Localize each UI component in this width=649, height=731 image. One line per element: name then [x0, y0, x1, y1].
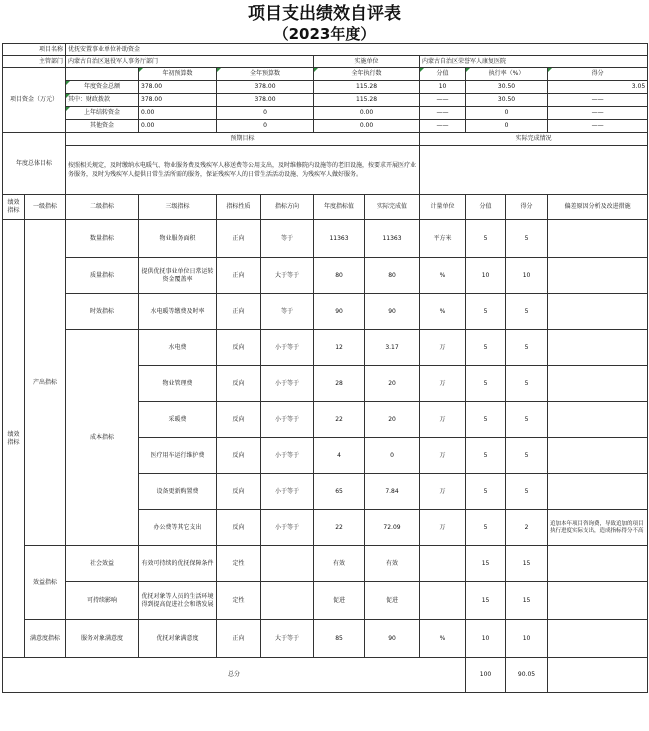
direction-cell	[261, 546, 314, 582]
funds-row-label: 其他资金	[66, 120, 139, 133]
goals-section-label: 年度总体目标	[3, 133, 66, 195]
direction-cell: 小于等于	[261, 402, 314, 438]
nature-cell: 反向	[217, 330, 261, 366]
dept-value: 内蒙古自治区退役军人事务厅部门	[66, 56, 314, 68]
score-cell: 15	[466, 582, 506, 620]
form-title: 项目支出绩效自评表	[248, 4, 401, 24]
impl-value: 内蒙古自治区荣誉军人康复医院	[420, 56, 648, 68]
actual-cell: 有效	[365, 546, 420, 582]
got-cell: 5	[506, 474, 548, 510]
actual-cell: 11363	[365, 220, 420, 258]
level2-label: 成本指标	[66, 330, 139, 546]
level2-label: 数量指标	[66, 220, 139, 258]
note-cell: 追加本年项目咨询费，导致追加的项目执行进度实际支出，造成指标得分不高	[548, 510, 648, 546]
actual-cell: 90	[365, 620, 420, 658]
total-got: 90.05	[506, 658, 548, 693]
funds-cell: 10	[420, 81, 466, 94]
nature-cell: 反向	[217, 438, 261, 474]
performance-table	[2, 43, 648, 693]
score-cell: 5	[466, 474, 506, 510]
got-cell: 5	[506, 438, 548, 474]
funds-header: 全年执行数	[314, 68, 420, 81]
target-cell: 22	[314, 510, 365, 546]
nature-cell: 反向	[217, 510, 261, 546]
score-cell: 5	[466, 402, 506, 438]
level3-label: 提供优抚事业单位日常运转资金覆盖率	[139, 258, 217, 294]
indicator-header: 偏差原因分析及改进措施	[548, 195, 648, 220]
note-cell	[548, 258, 648, 294]
unit-cell: 万	[420, 366, 466, 402]
level3-label: 物业管理费	[139, 366, 217, 402]
funds-cell: 0.00	[314, 107, 420, 120]
score-cell: 15	[466, 546, 506, 582]
funds-header: 全年预算数	[217, 68, 314, 81]
funds-cell: ——	[548, 94, 648, 107]
level3-label: 优抚对象满意度	[139, 620, 217, 658]
score-cell: 5	[466, 294, 506, 330]
actual-cell: 20	[365, 402, 420, 438]
direction-cell: 小于等于	[261, 438, 314, 474]
funds-cell: 0.00	[139, 120, 217, 133]
level1-benefit: 效益指标	[25, 546, 66, 620]
got-cell: 5	[506, 294, 548, 330]
funds-cell: 0	[217, 107, 314, 120]
note-cell	[548, 438, 648, 474]
nature-cell: 反向	[217, 402, 261, 438]
funds-cell: 3.05	[548, 81, 648, 94]
target-cell: 11363	[314, 220, 365, 258]
direction-cell: 小于等于	[261, 510, 314, 546]
dept-label: 主管部门	[3, 56, 66, 68]
funds-cell: ——	[548, 120, 648, 133]
actual-cell: 72.09	[365, 510, 420, 546]
target-cell: 80	[314, 258, 365, 294]
score-cell: 10	[466, 620, 506, 658]
target-cell: 90	[314, 294, 365, 330]
unit-cell: 平方米	[420, 220, 466, 258]
got-cell: 5	[506, 220, 548, 258]
expected-goal-header: 预期目标	[66, 133, 420, 146]
expected-goal-text: 按照相关规定，及时缴纳水电暖气、物业服务费及残疾军人移送费等公用支出，及时维修院内设施等的老旧设施，按要求开展医疗业务服务，及时为残疾军人提供日常生活所需的服务，保证残疾军人的日常生活活动设施、为残疾军人做好服务。	[66, 146, 420, 195]
target-cell: 85	[314, 620, 365, 658]
level2-label: 社会效益	[66, 546, 139, 582]
indicator-header: 实际完成值	[365, 195, 420, 220]
nature-cell: 正向	[217, 620, 261, 658]
funds-cell: 378.00	[217, 81, 314, 94]
score-cell: 5	[466, 510, 506, 546]
funds-cell: 0	[466, 120, 548, 133]
funds-cell: 0	[466, 107, 548, 120]
actual-cell: 促进	[365, 582, 420, 620]
note-cell	[548, 546, 648, 582]
actual-cell: 90	[365, 294, 420, 330]
form-subtitle: （2023年度）	[273, 25, 376, 43]
nature-cell: 反向	[217, 474, 261, 510]
unit-cell: %	[420, 620, 466, 658]
indicator-header: 一级指标	[25, 195, 66, 220]
indicator-header: 指标方向	[261, 195, 314, 220]
funds-cell: 378.00	[217, 94, 314, 107]
indicator-header: 三级指标	[139, 195, 217, 220]
target-cell: 65	[314, 474, 365, 510]
score-cell: 5	[466, 366, 506, 402]
target-cell: 促进	[314, 582, 365, 620]
level3-label: 办公费等其它支出	[139, 510, 217, 546]
note-cell	[548, 330, 648, 366]
funds-row-label: 上年结转资金	[66, 107, 139, 120]
impl-label: 实施单位	[314, 56, 420, 68]
funds-header-blank	[66, 68, 139, 81]
level3-label: 采暖费	[139, 402, 217, 438]
level3-label: 有效可持续的优抚保障条件	[139, 546, 217, 582]
target-cell: 28	[314, 366, 365, 402]
indicator-header: 二级指标	[66, 195, 139, 220]
funds-cell: 115.28	[314, 81, 420, 94]
note-cell	[548, 620, 648, 658]
direction-cell: 小于等于	[261, 366, 314, 402]
nature-cell: 正向	[217, 294, 261, 330]
unit-cell: %	[420, 294, 466, 330]
note-cell	[548, 366, 648, 402]
target-cell: 有效	[314, 546, 365, 582]
funds-header: 分值	[420, 68, 466, 81]
funds-cell: 378.00	[139, 81, 217, 94]
unit-cell: %	[420, 258, 466, 294]
score-cell: 5	[466, 220, 506, 258]
actual-cell: 7.84	[365, 474, 420, 510]
level3-label: 优抚对象等人员的生活环境得到提高促进社会和谐发展	[139, 582, 217, 620]
note-cell	[548, 582, 648, 620]
actual-cell: 3.17	[365, 330, 420, 366]
got-cell: 15	[506, 582, 548, 620]
funds-cell: 0	[217, 120, 314, 133]
direction-cell: 等于	[261, 220, 314, 258]
indicator-header: 年度指标值	[314, 195, 365, 220]
target-cell: 12	[314, 330, 365, 366]
got-cell: 5	[506, 330, 548, 366]
unit-cell	[420, 546, 466, 582]
level0-label: 绩效指标	[3, 220, 25, 658]
indicator-header: 计量单位	[420, 195, 466, 220]
level3-label: 医疗用车运行维护费	[139, 438, 217, 474]
funds-row-label: 其中：财政拨款	[66, 94, 139, 107]
level2-label: 服务对象满意度	[66, 620, 139, 658]
level3-label: 水电费	[139, 330, 217, 366]
nature-cell: 反向	[217, 366, 261, 402]
direction-cell: 等于	[261, 294, 314, 330]
indicator-header: 绩效指标	[3, 195, 25, 220]
actual-status-text	[420, 146, 648, 195]
unit-cell: 万	[420, 402, 466, 438]
level1-satisfaction: 满意度指标	[25, 620, 66, 658]
indicator-header: 得分	[506, 195, 548, 220]
funds-header: 得分	[548, 68, 648, 81]
got-cell: 2	[506, 510, 548, 546]
unit-cell: 万	[420, 510, 466, 546]
actual-cell: 80	[365, 258, 420, 294]
funds-cell: ——	[548, 107, 648, 120]
got-cell: 10	[506, 258, 548, 294]
funds-cell: ——	[420, 94, 466, 107]
score-cell: 10	[466, 258, 506, 294]
funds-cell: 115.28	[314, 94, 420, 107]
direction-cell: 大于等于	[261, 620, 314, 658]
direction-cell	[261, 582, 314, 620]
nature-cell: 正向	[217, 220, 261, 258]
note-cell	[548, 220, 648, 258]
level3-label: 设备更新购置费	[139, 474, 217, 510]
actual-status-header: 实际完成情况	[420, 133, 648, 146]
unit-cell: 万	[420, 330, 466, 366]
funds-cell: ——	[420, 107, 466, 120]
unit-cell: 万	[420, 438, 466, 474]
level2-label: 可持续影响	[66, 582, 139, 620]
total-score: 100	[466, 658, 506, 693]
funds-section-label: 项目资金（万元）	[3, 68, 66, 133]
funds-cell: 378.00	[139, 94, 217, 107]
funds-cell: 30.50	[466, 94, 548, 107]
note-cell	[548, 294, 648, 330]
funds-cell: 0.00	[139, 107, 217, 120]
level2-label: 质量指标	[66, 258, 139, 294]
direction-cell: 小于等于	[261, 330, 314, 366]
nature-cell: 正向	[217, 258, 261, 294]
total-label: 总分	[3, 658, 466, 693]
direction-cell: 小于等于	[261, 474, 314, 510]
actual-cell: 20	[365, 366, 420, 402]
level2-label: 时效指标	[66, 294, 139, 330]
funds-cell: 0.00	[314, 120, 420, 133]
nature-cell: 定性	[217, 546, 261, 582]
project-name-label: 项目名称	[3, 44, 66, 56]
funds-header: 执行率（%）	[466, 68, 548, 81]
got-cell: 5	[506, 402, 548, 438]
target-cell: 22	[314, 402, 365, 438]
indicator-header: 分值	[466, 195, 506, 220]
project-name: 优抚安置事业单位补助资金	[66, 44, 648, 56]
note-cell	[548, 402, 648, 438]
got-cell: 5	[506, 366, 548, 402]
total-note	[548, 658, 648, 693]
funds-cell: ——	[420, 120, 466, 133]
direction-cell: 大于等于	[261, 258, 314, 294]
target-cell: 4	[314, 438, 365, 474]
indicator-header: 指标性质	[217, 195, 261, 220]
nature-cell: 定性	[217, 582, 261, 620]
actual-cell: 0	[365, 438, 420, 474]
funds-row-label: 年度资金总额	[66, 81, 139, 94]
score-cell: 5	[466, 330, 506, 366]
level3-label: 水电暖等缴费及时率	[139, 294, 217, 330]
got-cell: 15	[506, 546, 548, 582]
funds-header: 年初预算数	[139, 68, 217, 81]
funds-cell: 30.50	[466, 81, 548, 94]
unit-cell	[420, 582, 466, 620]
got-cell: 10	[506, 620, 548, 658]
score-cell: 5	[466, 438, 506, 474]
level1-output: 产出指标	[25, 220, 66, 546]
unit-cell: 万	[420, 474, 466, 510]
note-cell	[548, 474, 648, 510]
level3-label: 物业服务面积	[139, 220, 217, 258]
